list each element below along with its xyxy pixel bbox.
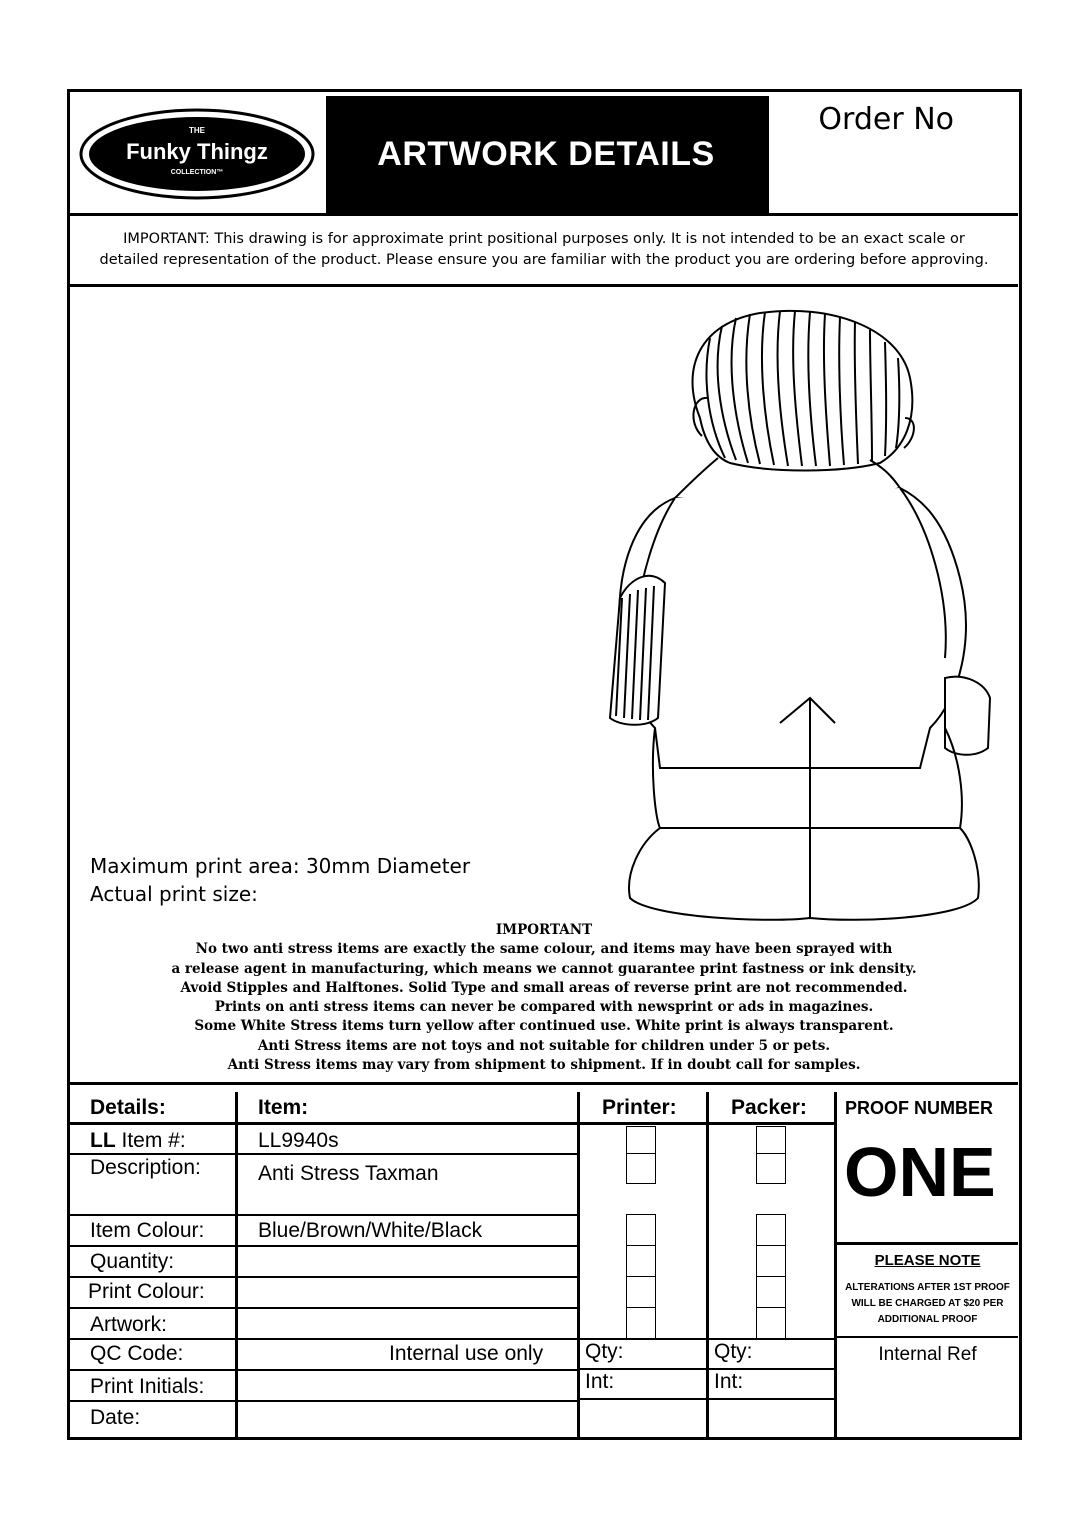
divider <box>70 1214 577 1216</box>
logo-bottom-text: COLLECTION™ <box>170 169 224 176</box>
divider <box>580 1398 834 1400</box>
funky-thingz-logo <box>70 96 326 213</box>
notes-line: Prints on anti stress items can never be compared with newsprint or ads in magazines. <box>214 999 874 1016</box>
print-area-info <box>90 852 470 908</box>
packer-header: Packer: <box>731 1096 807 1119</box>
order-number-box <box>766 96 1018 213</box>
printer-checkbox[interactable] <box>626 1214 656 1246</box>
divider <box>580 1368 834 1370</box>
packer-checkbox[interactable] <box>756 1245 786 1277</box>
divider <box>70 213 1018 216</box>
divider <box>70 1307 577 1309</box>
item-number-label-text: Item #: <box>115 1129 186 1152</box>
divider <box>577 1092 580 1437</box>
packer-qty-label: Qty: <box>714 1340 753 1363</box>
important-notes <box>70 921 1018 1075</box>
item-colour-value: Blue/Brown/White/Black <box>258 1219 483 1242</box>
item-number-value: LL9940s <box>258 1129 339 1152</box>
page-title: ARTWORK DETAILS <box>326 96 766 213</box>
packer-checkbox[interactable] <box>756 1276 786 1308</box>
actual-print-size: Actual print size: <box>90 882 258 906</box>
please-note-text <box>837 1280 1018 1328</box>
printer-checkbox[interactable] <box>626 1245 656 1277</box>
please-note-line: WILL BE CHARGED AT $20 PER <box>851 1298 1004 1309</box>
internal-ref-label: Internal Ref <box>878 1344 977 1365</box>
packer-int-label: Int: <box>714 1370 744 1393</box>
packer-checkbox[interactable] <box>756 1214 786 1246</box>
divider <box>70 1338 577 1340</box>
printer-checkbox[interactable] <box>626 1126 656 1154</box>
printer-header: Printer: <box>602 1096 677 1119</box>
item-colour-label: Item Colour: <box>90 1219 205 1242</box>
divider <box>837 1336 1018 1338</box>
quantity-label: Quantity: <box>90 1250 175 1273</box>
please-note-line: ADDITIONAL PROOF <box>877 1314 978 1325</box>
divider <box>70 1400 577 1402</box>
print-colour-label: Print Colour: <box>88 1280 205 1303</box>
divider <box>70 1122 835 1125</box>
qc-code-label: QC Code: <box>90 1342 184 1365</box>
item-header: Item: <box>258 1096 309 1119</box>
proof-number-value: ONE <box>844 1133 996 1211</box>
divider <box>235 1092 238 1437</box>
internal-use-label: Internal use only <box>389 1342 544 1365</box>
notes-line: a release agent in manufacturing, which means we cannot guarantee print fastness or ink density. <box>171 960 917 977</box>
notes-line: Anti Stress items may vary from shipment to shipment. If in doubt call for samples. <box>227 1057 861 1074</box>
notes-line: Avoid Stipples and Halftones. Solid Type and small areas of reverse print are not recommended. <box>180 979 908 996</box>
description-value: Anti Stress Taxman <box>258 1162 439 1185</box>
printer-checkbox[interactable] <box>626 1307 656 1339</box>
disclaimer-line: detailed representation of the product. Please ensure you are familiar with the product you are ordering before approving. <box>99 252 989 268</box>
divider <box>70 1369 577 1371</box>
printer-qty-label: Qty: <box>585 1340 624 1363</box>
logo-area <box>70 96 326 213</box>
logo-top-text: THE <box>189 126 205 135</box>
divider <box>70 1082 1018 1085</box>
please-note-line: ALTERATIONS AFTER 1ST PROOF <box>845 1282 1010 1293</box>
notes-line: Some White Stress items turn yellow after continued use. White print is always transparent. <box>194 1018 894 1035</box>
divider <box>706 1092 709 1437</box>
item-number-label <box>90 1129 186 1153</box>
details-header: Details: <box>90 1096 166 1119</box>
divider <box>70 284 1018 287</box>
divider <box>70 1276 577 1278</box>
description-label: Description: <box>90 1156 201 1179</box>
packer-checkbox[interactable] <box>756 1307 786 1339</box>
packer-checkbox[interactable] <box>756 1153 786 1184</box>
proof-number-header: PROOF NUMBER <box>845 1098 993 1118</box>
divider <box>837 1242 1018 1245</box>
packer-checkbox[interactable] <box>756 1126 786 1154</box>
order-number-label: Order No <box>818 102 954 137</box>
logo-brand-text: Funky Thingz <box>126 139 268 164</box>
date-label: Date: <box>90 1406 141 1429</box>
divider <box>70 1245 577 1247</box>
important-disclaimer <box>70 222 1018 284</box>
please-note-title: PLEASE NOTE <box>874 1252 981 1269</box>
artwork-label: Artwork: <box>90 1313 168 1336</box>
printer-int-label: Int: <box>585 1370 615 1393</box>
printer-checkbox[interactable] <box>626 1276 656 1308</box>
item-number-prefix: LL <box>90 1129 116 1152</box>
notes-line: No two anti stress items are exactly the same colour, and items may have been sprayed with <box>195 941 893 958</box>
divider <box>70 1153 577 1155</box>
max-print-area: Maximum print area: 30mm Diameter <box>90 854 471 878</box>
notes-line: Anti Stress items are not toys and not suitable for children under 5 or pets. <box>257 1037 831 1054</box>
disclaimer-line: IMPORTANT: This drawing is for approximate print positional purposes only. It is not intended to be an exact scale or <box>123 231 965 247</box>
printer-checkbox[interactable] <box>626 1153 656 1184</box>
taxman-product-drawing <box>600 298 1000 938</box>
print-initials-label: Print Initials: <box>90 1375 205 1398</box>
notes-heading: IMPORTANT <box>495 922 593 938</box>
